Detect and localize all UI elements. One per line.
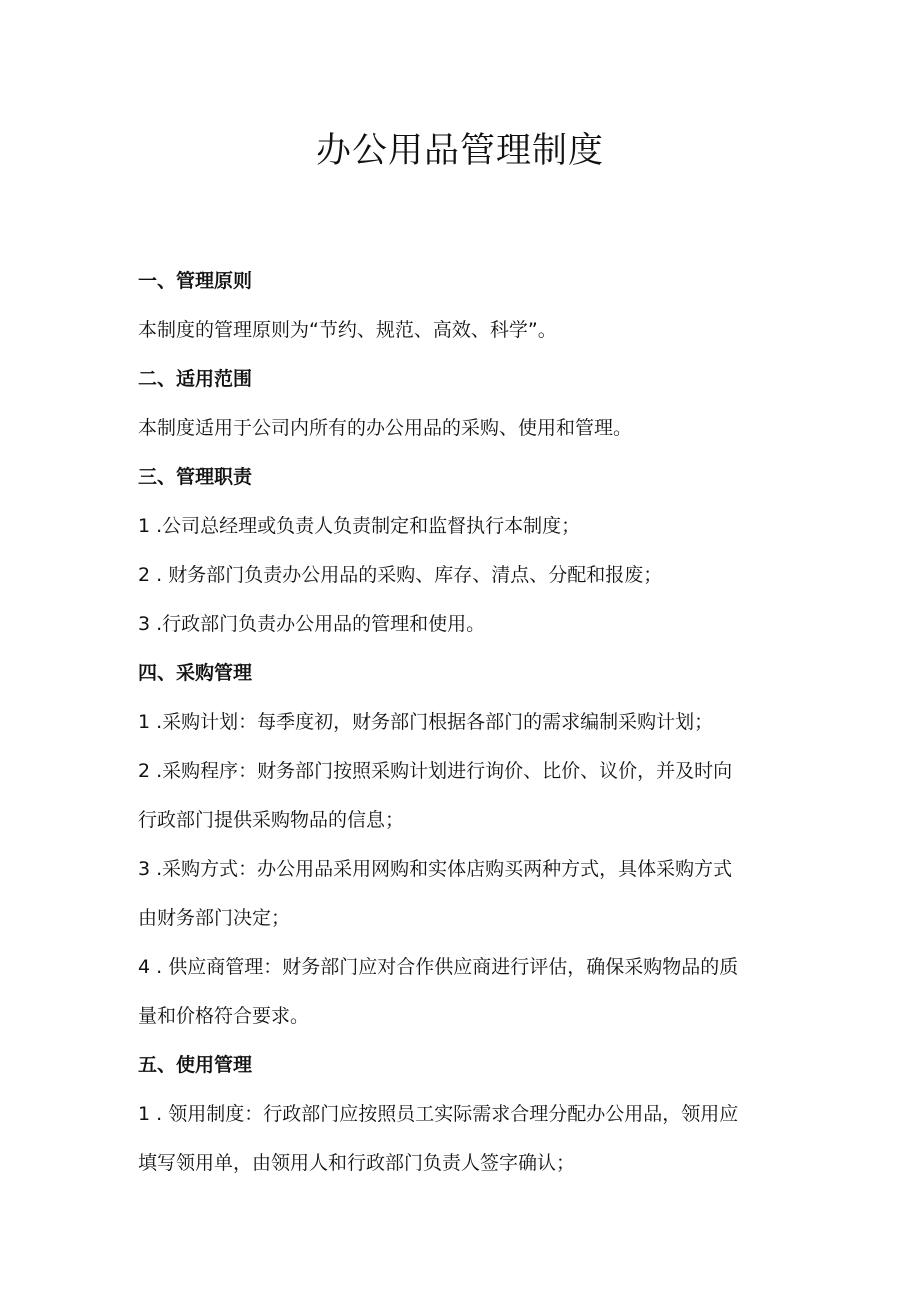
section-heading-scope: 二、适用范围 — [138, 368, 253, 390]
list-item: 1 . 领用制度：行政部门应按照员工实际需求合理分配办公用品，领用应 — [138, 1103, 739, 1125]
list-item: 2 .采购程序：财务部门按照采购计划进行询价、比价、议价，并及时向 — [138, 760, 733, 782]
list-item: 3 .行政部门负责办公用品的管理和使用。 — [138, 613, 486, 635]
paragraph-scope: 本制度适用于公司内所有的办公用品的采购、使用和管理。 — [138, 417, 633, 439]
list-item: 3 .采购方式：办公用品采用网购和实体店购买两种方式，具体采购方式 — [138, 858, 733, 880]
section-heading-principles: 一、管理原则 — [138, 270, 253, 292]
section-heading-usage: 五、使用管理 — [138, 1054, 253, 1076]
list-item-continuation: 量和价格符合要求。 — [138, 1005, 310, 1027]
document-title: 办公用品管理制度 — [315, 131, 604, 171]
list-item-continuation: 由财务部门决定； — [138, 907, 291, 929]
list-item: 1 .采购计划：每季度初，财务部门根据各部门的需求编制采购计划； — [138, 711, 714, 733]
list-item: 1 .公司总经理或负责人负责制定和监督执行本制度； — [138, 515, 581, 537]
list-item: 4 . 供应商管理：财务部门应对合作供应商进行评估，确保采购物品的质 — [138, 956, 739, 978]
list-item: 2 . 财务部门负责办公用品的采购、库存、清点、分配和报废； — [138, 564, 663, 586]
list-item-continuation: 填写领用单，由领用人和行政部门负责人签字确认； — [138, 1152, 576, 1174]
list-item-continuation: 行政部门提供采购物品的信息； — [138, 809, 405, 831]
paragraph-principles: 本制度的管理原则为“节约、规范、高效、科学”。 — [138, 319, 557, 341]
section-heading-responsibilities: 三、管理职责 — [138, 466, 253, 488]
section-heading-procurement: 四、采购管理 — [138, 662, 253, 684]
